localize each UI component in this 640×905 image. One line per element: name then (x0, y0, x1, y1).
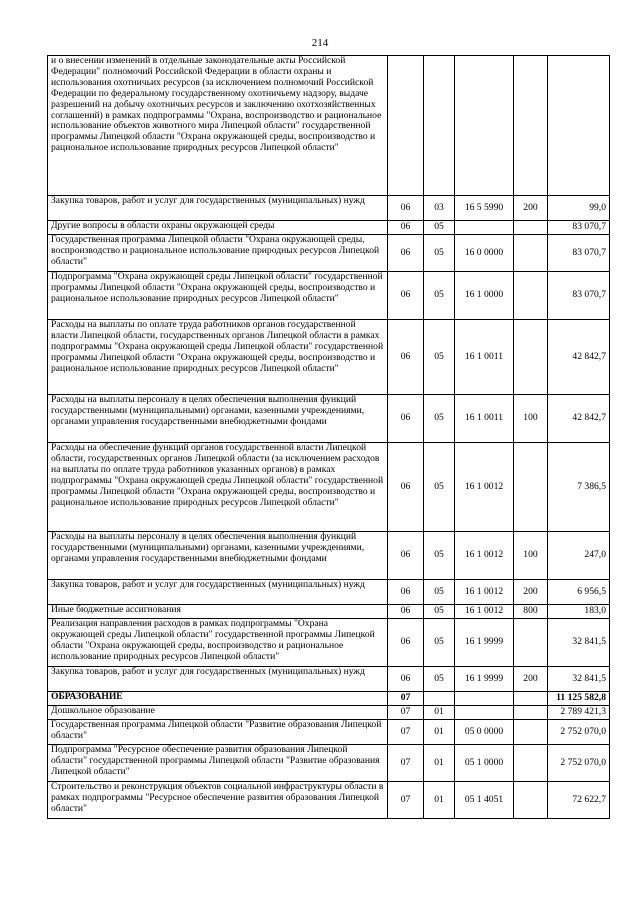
amount-cell (548, 56, 610, 196)
expense-type-cell: 200 (514, 580, 548, 605)
section-code-cell: 07 (388, 720, 424, 745)
subsection-code-cell: 05 (424, 580, 455, 605)
subsection-code-cell: 05 (424, 667, 455, 692)
target-article-cell: 05 0 0000 (455, 720, 514, 745)
item-name-cell: Расходы на выплаты персоналу в целях обеспечения выполнения функций государственными (муниципальными) органами, казенными учреждениями, органами управления государственными внебюджетными фондами (48, 532, 388, 580)
expense-type-cell: 200 (514, 667, 548, 692)
table-row (48, 320, 610, 395)
amount-cell: 11 125 582,8 (548, 692, 610, 706)
expense-type-cell (514, 235, 548, 272)
section-code-cell: 06 (388, 221, 424, 235)
amount-cell: 83 070,7 (548, 272, 610, 320)
amount-cell: 247,0 (548, 532, 610, 580)
subsection-code-cell: 05 (424, 235, 455, 272)
section-code-cell: 06 (388, 196, 424, 221)
target-article-cell: 05 1 0000 (455, 745, 514, 782)
target-article-cell: 05 1 4051 (455, 782, 514, 819)
table-row (48, 782, 610, 819)
expense-type-cell (514, 720, 548, 745)
item-name-cell: Строительство и реконструкция объектов социальной инфраструктуры области в рамках подпрограммы "Ресурсное обеспечение развития образования Липецкой области" (48, 782, 388, 819)
target-article-cell: 16 1 0011 (455, 320, 514, 395)
table-row (48, 272, 610, 320)
item-name-cell: Подпрограмма "Ресурсное обеспечение развития образования Липецкой области" государственной программы Липецкой области "Развитие образования Липецкой области" (48, 745, 388, 782)
subsection-code-cell (424, 56, 455, 196)
table-row (48, 221, 610, 235)
section-code-cell: 07 (388, 745, 424, 782)
table-row (48, 532, 610, 580)
section-code-cell: 07 (388, 706, 424, 720)
section-code-cell: 07 (388, 782, 424, 819)
section-code-cell: 06 (388, 580, 424, 605)
amount-cell: 32 841,5 (548, 619, 610, 667)
section-code-cell: 06 (388, 443, 424, 532)
item-name-cell: Расходы на выплаты по оплате труда работников органов государственной власти Липецкой области, государственных органов Липецкой области в рамках подпрограммы "Охрана окружающей среды Липецкой области" государственной программы Липецкой области "Охрана окружающей среды, воспроизводство и рациональное использование природных ресурсов Липецкой области" (48, 320, 388, 395)
expense-type-cell (514, 56, 548, 196)
table-row (48, 667, 610, 692)
page-number: 214 (311, 37, 329, 49)
item-name-cell: Расходы на выплаты персоналу в целях обеспечения выполнения функций государственными (муниципальными) органами, казенными учреждениями, органами управления государственными внебюджетными фондами (48, 395, 388, 443)
expense-type-cell: 200 (514, 196, 548, 221)
expense-type-cell (514, 272, 548, 320)
target-article-cell (455, 706, 514, 720)
section-code-cell (388, 56, 424, 196)
table-row (48, 745, 610, 782)
section-code-cell: 06 (388, 272, 424, 320)
expense-type-cell (514, 619, 548, 667)
expense-type-cell: 100 (514, 395, 548, 443)
expense-type-cell (514, 745, 548, 782)
item-name-cell: Реализация направления расходов в рамках подпрограммы "Охрана окружающей среды Липецкой области" государственной программы Липецкой области "Охрана окружающей среды, воспроизводство и рациональное использование природных ресурсов Липецкой области" (48, 619, 388, 667)
table-row (48, 580, 610, 605)
subsection-code-cell: 05 (424, 532, 455, 580)
subsection-code-cell: 05 (424, 605, 455, 619)
amount-cell: 83 070,7 (548, 235, 610, 272)
expense-type-cell: 100 (514, 532, 548, 580)
item-name-cell: Закупка товаров, работ и услуг для государственных (муниципальных) нужд (48, 667, 388, 692)
target-article-cell: 16 1 0012 (455, 532, 514, 580)
amount-cell: 83 070,7 (548, 221, 610, 235)
item-name-cell: и о внесении изменений в отдельные законодательные акты Российской Федерации" полномочий Российской Федерации в области охраны и использования охотничьих ресурсов (за исключением полномочий Российской Федерации по федеральному государственному охотничьему надзору, выдаче разрешений на добычу охотничьих ресурсов и заключению охотхозяйственных соглашений) в рамках подпрограммы "Охрана, воспроизводство и рациональное использование объектов животного мира Липецкой области" государственной программы Липецкой области "Охрана окружающей среды, воспроизводство и рациональное использование природных ресурсов Липецкой области" (48, 56, 388, 196)
section-code-cell: 06 (388, 320, 424, 395)
section-code-cell: 06 (388, 395, 424, 443)
amount-cell: 6 956,5 (548, 580, 610, 605)
item-name-cell: ОБРАЗОВАНИЕ (48, 692, 388, 706)
subsection-code-cell: 05 (424, 619, 455, 667)
table-row (48, 605, 610, 619)
expense-type-cell (514, 782, 548, 819)
subsection-code-cell: 05 (424, 443, 455, 532)
item-name-cell: Иные бюджетные ассигнования (48, 605, 388, 619)
item-name-cell: Закупка товаров, работ и услуг для государственных (муниципальных) нужд (48, 196, 388, 221)
target-article-cell: 16 0 0000 (455, 235, 514, 272)
table-row (48, 395, 610, 443)
item-name-cell: Государственная программа Липецкой области "Охрана окружающей среды, воспроизводство и рациональное использование природных ресурсов Липецкой области" (48, 235, 388, 272)
subsection-code-cell: 05 (424, 221, 455, 235)
section-code-cell: 06 (388, 532, 424, 580)
table-row (48, 692, 610, 706)
section-code-cell: 06 (388, 667, 424, 692)
subsection-code-cell: 01 (424, 782, 455, 819)
target-article-cell: 16 1 0011 (455, 395, 514, 443)
subsection-code-cell: 05 (424, 320, 455, 395)
table-row (48, 706, 610, 720)
amount-cell: 72 622,7 (548, 782, 610, 819)
item-name-cell: Дошкольное образование (48, 706, 388, 720)
subsection-code-cell (424, 692, 455, 706)
table-row (48, 196, 610, 221)
target-article-cell: 16 1 9999 (455, 667, 514, 692)
target-article-cell (455, 56, 514, 196)
table-row (48, 720, 610, 745)
section-code-cell: 06 (388, 605, 424, 619)
section-code-cell: 07 (388, 692, 424, 706)
expense-type-cell (514, 320, 548, 395)
expense-type-cell (514, 692, 548, 706)
target-article-cell (455, 692, 514, 706)
target-article-cell: 16 1 0012 (455, 580, 514, 605)
item-name-cell: Расходы на обеспечение функций органов государственной власти Липецкой области, государственных органов Липецкой области (за исключением расходов на выплаты по оплате труда работников указанных органов) в рамках подпрограммы "Охрана окружающей среды Липецкой области" государственной программы Липецкой области "Охрана окружающей среды, воспроизводство и рациональное использование природных ресурсов Липецкой области" (48, 443, 388, 532)
item-name-cell: Подпрограмма "Охрана окружающей среды Липецкой области" государственной программы Липецкой области "Охрана окружающей среды, воспроизводство и рациональное использование природных ресурсов Липецкой области" (48, 272, 388, 320)
subsection-code-cell: 01 (424, 745, 455, 782)
subsection-code-cell: 05 (424, 272, 455, 320)
amount-cell: 2 752 070,0 (548, 720, 610, 745)
expense-type-cell (514, 443, 548, 532)
item-name-cell: Государственная программа Липецкой области "Развитие образования Липецкой области" (48, 720, 388, 745)
target-article-cell: 16 1 0012 (455, 443, 514, 532)
target-article-cell: 16 5 5990 (455, 196, 514, 221)
section-code-cell: 06 (388, 235, 424, 272)
subsection-code-cell: 01 (424, 720, 455, 745)
subsection-code-cell: 05 (424, 395, 455, 443)
expense-type-cell (514, 221, 548, 235)
table-row (48, 619, 610, 667)
table-row (48, 443, 610, 532)
amount-cell: 2 789 421,3 (548, 706, 610, 720)
amount-cell: 99,0 (548, 196, 610, 221)
subsection-code-cell: 01 (424, 706, 455, 720)
target-article-cell: 16 1 9999 (455, 619, 514, 667)
expense-type-cell: 800 (514, 605, 548, 619)
target-article-cell: 16 1 0000 (455, 272, 514, 320)
expense-type-cell (514, 706, 548, 720)
target-article-cell (455, 221, 514, 235)
amount-cell: 32 841,5 (548, 667, 610, 692)
budget-table (47, 55, 610, 819)
amount-cell: 7 386,5 (548, 443, 610, 532)
amount-cell: 42 842,7 (548, 320, 610, 395)
table-row (48, 235, 610, 272)
section-code-cell: 06 (388, 619, 424, 667)
table-row (48, 56, 610, 196)
item-name-cell: Другие вопросы в области охраны окружающей среды (48, 221, 388, 235)
target-article-cell: 16 1 0012 (455, 605, 514, 619)
amount-cell: 42 842,7 (548, 395, 610, 443)
subsection-code-cell: 03 (424, 196, 455, 221)
amount-cell: 2 752 070,0 (548, 745, 610, 782)
amount-cell: 183,0 (548, 605, 610, 619)
item-name-cell: Закупка товаров, работ и услуг для государственных (муниципальных) нужд (48, 580, 388, 605)
